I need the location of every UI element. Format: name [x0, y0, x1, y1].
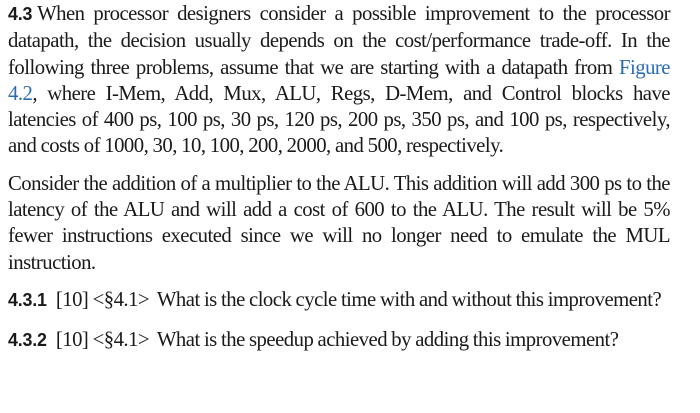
subproblem-number: 4.3.2: [8, 329, 47, 351]
figure-link[interactable]: Figure 4.2: [8, 54, 670, 105]
subproblem-number: 4.3.1: [8, 288, 47, 310]
intro-text-continued: , where I-Mem, Add, Mux, ALU, Regs, D-Mem, and Control blocks have latencies of 400 ps, 100 ps, 30 ps, 120 ps, 200 ps, 350 ps, and 100 ps, respectively, and costs of 1000, 30, 10, 100, 200, 2000, and 500, respectively.: [8, 80, 670, 158]
intro-text: When processor designers consider a possible improvement to the processor datapath, the decision usually depends on the cost/performance trade-off. In the following three problems, assume that we are starting with a datapath from: [8, 1, 670, 79]
problem-intro: [8, 0, 670, 159]
textbook-page: [8, 0, 670, 354]
problem-number: 4.3: [8, 3, 33, 24]
subproblem-4-3-2: [8, 326, 670, 353]
subproblem-tag: [10] <§4.1>: [55, 327, 150, 352]
subproblem-question: What is the speedup achieved by adding this improvement?: [156, 327, 619, 352]
problem-consider: [8, 170, 670, 275]
consider-text: Consider the addition of a multiplier to the ALU. This addition will add 300 ps to the latency of the ALU and will add a cost of 600 to the ALU. The result will be 5% fewer instructions executed since we will no longer need to emulate the MUL instruction.: [8, 170, 670, 274]
subproblem-4-3-1: [8, 286, 670, 313]
subproblem-question: What is the clock cycle time with and without this improvement?: [156, 286, 662, 311]
subproblem-tag: [10] <§4.1>: [55, 286, 150, 311]
